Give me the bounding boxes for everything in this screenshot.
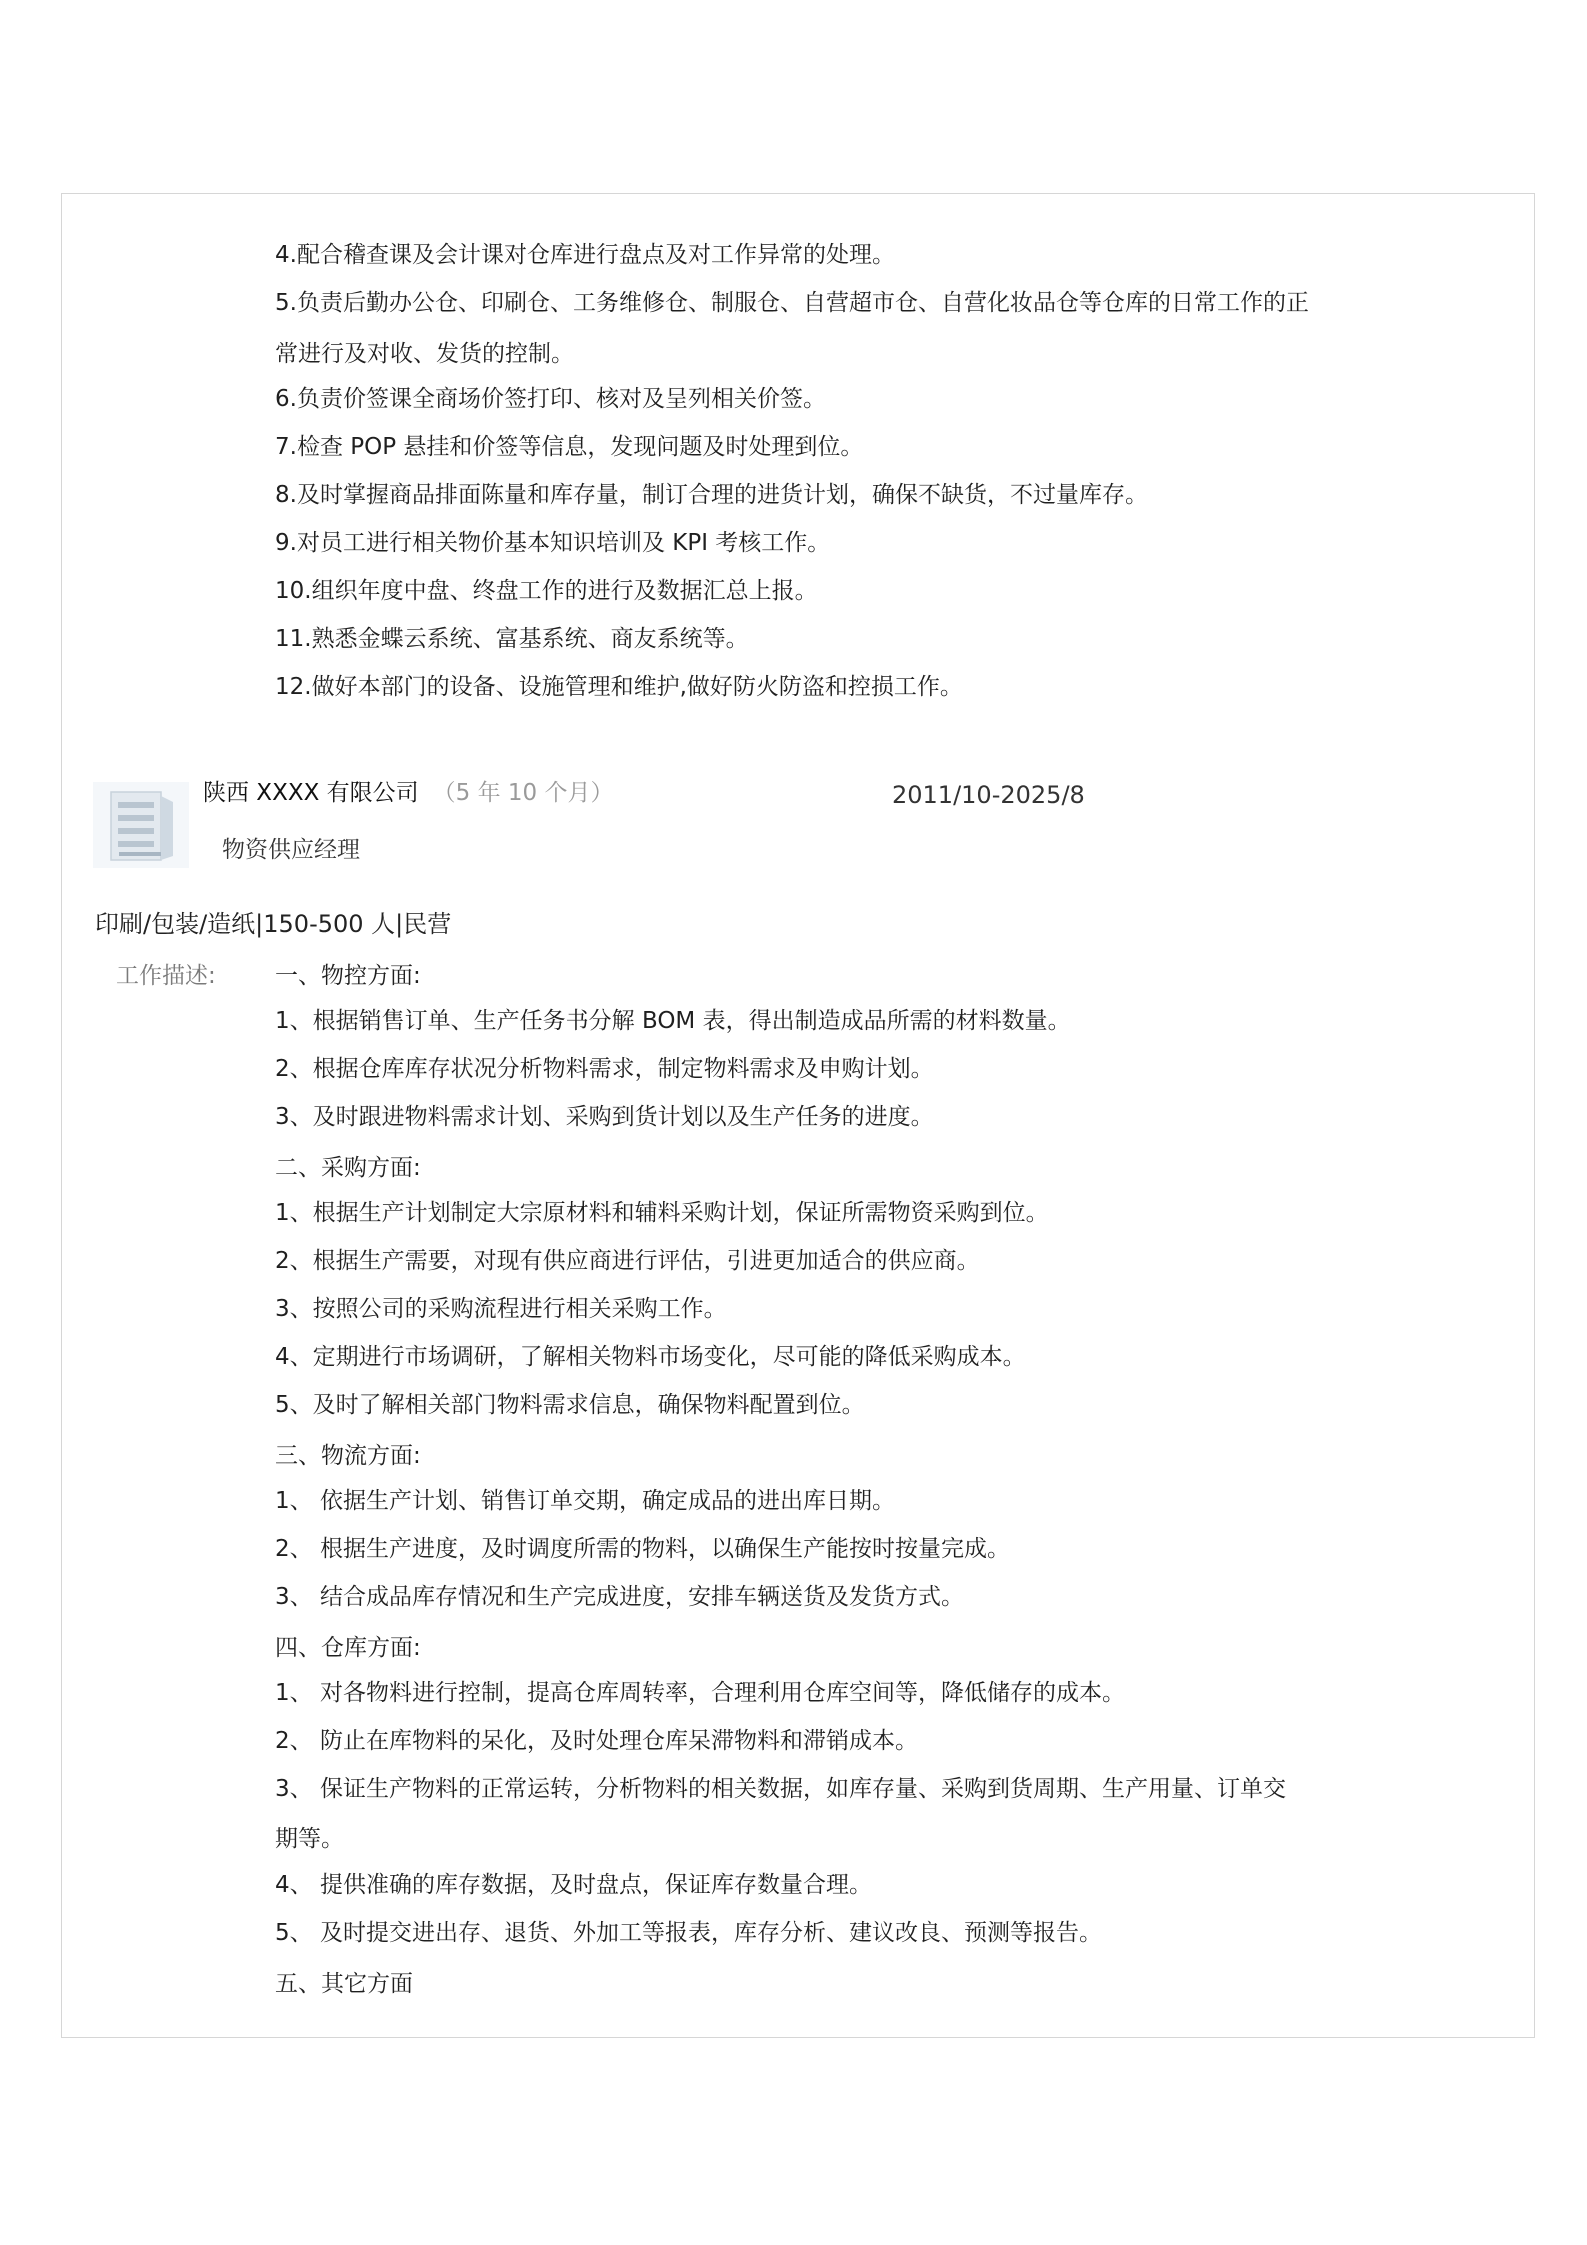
description-line: 3、按照公司的采购流程进行相关采购工作。 xyxy=(275,1296,727,1322)
previous-duty-line: 9.对员工进行相关物价基本知识培训及 KPI 考核工作。 xyxy=(275,530,831,556)
company-header xyxy=(203,777,614,809)
company-building-icon xyxy=(93,782,189,868)
previous-duty-line: 7.检查 POP 悬挂和价签等信息，发现问题及时处理到位。 xyxy=(275,434,864,460)
description-line: 2、 根据生产进度，及时调度所需的物料，以确保生产能按时按量完成。 xyxy=(275,1536,1010,1562)
description-line: 2、根据仓库库存状况分析物料需求，制定物料需求及申购计划。 xyxy=(275,1056,934,1082)
description-line: 4、 提供准确的库存数据，及时盘点，保证库存数量合理。 xyxy=(275,1872,872,1898)
description-line: 4、定期进行市场调研，了解相关物料市场变化，尽可能的降低采购成本。 xyxy=(275,1344,1026,1370)
description-line: 四、仓库方面: xyxy=(275,1635,421,1661)
previous-duty-line: 10.组织年度中盘、终盘工作的进行及数据汇总上报。 xyxy=(275,578,818,604)
job-position: 物资供应经理 xyxy=(222,837,360,863)
description-label: 工作描述: xyxy=(116,963,216,989)
previous-duty-line: 6.负责价签课全商场价签打印、核对及呈列相关价签。 xyxy=(275,386,826,412)
description-line: 1、根据销售订单、生产任务书分解 BOM 表，得出制造成品所需的材料数量。 xyxy=(275,1008,1071,1034)
previous-duty-line: 8.及时掌握商品排面陈量和库存量，制订合理的进货计划，确保不缺货，不过量库存。 xyxy=(275,482,1148,508)
previous-duty-line: 12.做好本部门的设备、设施管理和维护,做好防火防盗和控损工作。 xyxy=(275,674,963,700)
description-line: 期等。 xyxy=(275,1826,344,1852)
previous-duty-line: 4.配合稽查课及会计课对仓库进行盘点及对工作异常的处理。 xyxy=(275,242,895,268)
company-industry: 印刷/包装/造纸|150-500 人|民营 xyxy=(95,910,452,938)
description-line: 1、 对各物料进行控制，提高仓库周转率，合理利用仓库空间等，降低储存的成本。 xyxy=(275,1680,1125,1706)
description-line: 5、及时了解相关部门物料需求信息，确保物料配置到位。 xyxy=(275,1392,865,1418)
previous-duty-line: 11.熟悉金蝶云系统、富基系统、商友系统等。 xyxy=(275,626,749,652)
description-line: 2、 防止在库物料的呆化，及时处理仓库呆滞物料和滞销成本。 xyxy=(275,1728,918,1754)
description-line: 3、及时跟进物料需求计划、采购到货计划以及生产任务的进度。 xyxy=(275,1104,934,1130)
description-line: 3、 保证生产物料的正常运转，分析物料的相关数据，如库存量、采购到货周期、生产用量、订单交 xyxy=(275,1776,1286,1802)
description-line: 1、 依据生产计划、销售订单交期，确定成品的进出库日期。 xyxy=(275,1488,895,1514)
description-line: 1、根据生产计划制定大宗原材料和辅料采购计划，保证所需物资采购到位。 xyxy=(275,1200,1049,1226)
employment-duration: （5 年 10 个月） xyxy=(432,780,614,806)
employment-period: 2011/10-2025/8 xyxy=(892,781,1085,809)
description-line: 三、物流方面: xyxy=(275,1443,421,1469)
description-line: 五、其它方面 xyxy=(275,1971,413,1997)
description-line: 一、物控方面: xyxy=(275,963,421,989)
description-line: 5、 及时提交进出存、退货、外加工等报表，库存分析、建议改良、预测等报告。 xyxy=(275,1920,1102,1946)
previous-duty-line: 5.负责后勤办公仓、印刷仓、工务维修仓、制服仓、自营超市仓、自营化妆品仓等仓库的日常工作的正 xyxy=(275,290,1309,316)
description-line: 2、根据生产需要，对现有供应商进行评估，引进更加适合的供应商。 xyxy=(275,1248,980,1274)
previous-duty-line: 常进行及对收、发货的控制。 xyxy=(275,341,574,367)
description-line: 二、采购方面: xyxy=(275,1155,421,1181)
description-line: 3、 结合成品库存情况和生产完成进度，安排车辆送货及发货方式。 xyxy=(275,1584,964,1610)
company-name: 陕西 XXXX 有限公司 xyxy=(203,780,419,806)
